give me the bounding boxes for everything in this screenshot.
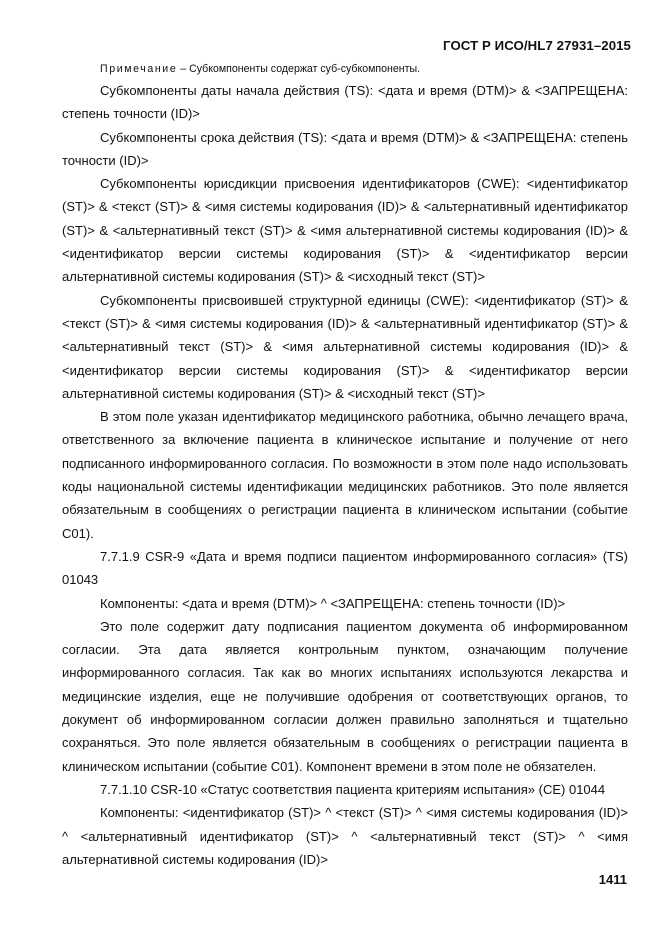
page-number: 1411: [598, 872, 627, 887]
paragraph-start-date-subcomponents: Субкомпоненты даты начала действия (TS): <дата и время (DTM)> & <ЗАПРЕЩЕНА: степень точности (ID)>: [62, 83, 628, 122]
paragraph-duration-subcomponents: Субкомпоненты срока действия (TS): <дата и время (DTM)> & <ЗАПРЕЩЕНА: степень точности (ID)>: [62, 129, 628, 168]
paragraph-jurisdiction-subcomponents: Субкомпоненты юрисдикции присвоения идентификаторов (CWE): <идентификатор (ST)> & <текст (ST)> & <имя системы кодирования (ID)> & <альтернативный идентификатор (ST)> & <альтернативный текст (ST)> & <имя альтернативной системы кодирования (ID)> & <идентификатор версии системы кодирования (ST)> & <идентификатор версии альтернативной системы кодирования (ST)> & <исходный текст (ST)>: [62, 176, 628, 285]
paragraph-assigning-unit-subcomponents: Субкомпоненты присвоившей структурной единицы (CWE): <идентификатор (ST)> & <текст (ST)> & <имя системы кодирования (ID)> & <альтернативный идентификатор (ST)> & <альтернативный текст (ST)> & <имя альтернативной системы кодирования (ID)> & <идентификатор версии системы кодирования (ST)> & <идентификатор версии альтернативной системы кодирования (ST)> & <исходный текст (ST)>: [62, 292, 628, 401]
section-heading-csr-10: 7.7.1.10 CSR-10 «Статус соответствия пациента критериям испытания» (CE) 01044: [100, 781, 606, 797]
paragraph-csr-9-description: Это поле содержит дату подписания пациентом документа об информированном согласии. Эта дата является контрольным пунктом, означающим получение информированного согласия. Так как во многих испытаниях используются лекарства и медицинские изделия, еще не получившие одобрения от соответствующих органов, то документ об информированном согласии должен правильно заполняться и тщательно сохраняться. Это поле является обязательным в сообщениях о регистрации пациента в клиническом испытании (событие C01). Компонент времени в этом поле не обязателен.: [62, 618, 628, 774]
paragraph-csr-9-components: Компоненты: <дата и время (DTM)> ^ <ЗАПРЕЩЕНА: степень точности (ID)>: [100, 595, 566, 611]
page-content: [62, 60, 628, 871]
note-label: Примечание: [100, 63, 178, 75]
note: [62, 60, 628, 79]
paragraph-csr-10-components: Компоненты: <идентификатор (ST)> ^ <текст (ST)> ^ <имя системы кодирования (ID)> ^ <альтернативный идентификатор (ST)> ^ <альтернативный текст (ST)> ^ <имя альтернативной системы кодирования (ID)>: [62, 805, 628, 867]
document-header: ГОСТ Р ИСО/HL7 27931–2015: [443, 38, 631, 53]
paragraph-field-description: В этом поле указан идентификатор медицинского работника, обычно лечащего врача, ответственного за включение пациента в клиническое испытание и получение от него подписанного информированного согласия. По возможности в этом поле надо использовать коды национальной системы идентификации медицинских работников. Это поле является обязательным в сообщениях о регистрации пациента в клиническом испытании (событие C01).: [62, 409, 628, 541]
section-heading-csr-9: 7.7.1.9 CSR-9 «Дата и время подписи пациентом информированного согласия» (TS) 01043: [62, 548, 628, 588]
note-text: – Субкомпоненты содержат суб-субкомпоненты.: [177, 63, 421, 75]
